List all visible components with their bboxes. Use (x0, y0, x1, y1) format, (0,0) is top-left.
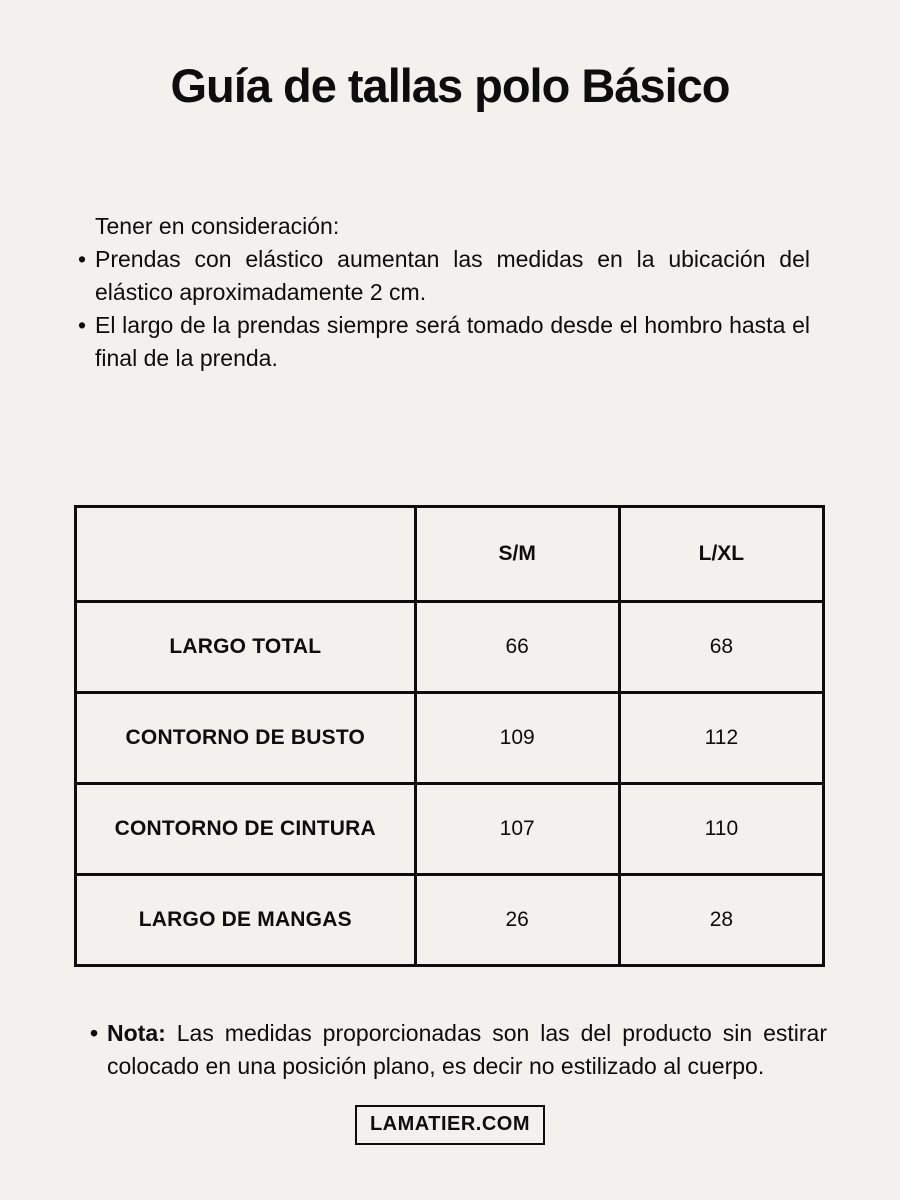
cell-value-lxl: 112 (619, 693, 823, 784)
brand-label: LAMATIER.COM (369, 1113, 531, 1136)
table-row-contorno-busto (76, 693, 824, 784)
considerations-list (78, 243, 810, 375)
cell-value-sm: 109 (415, 693, 619, 784)
table-row-largo-mangas (76, 875, 824, 966)
brand-box (355, 1105, 545, 1145)
table-row-largo-total (76, 602, 824, 693)
size-table-header-row (76, 507, 824, 602)
cell-value-sm: 26 (415, 875, 619, 966)
size-table-header-lxl: L/XL (619, 507, 823, 602)
page-title: Guía de tallas polo Básico (170, 59, 730, 112)
row-label: LARGO DE MANGAS (76, 875, 416, 966)
row-label: CONTORNO DE BUSTO (76, 693, 416, 784)
cell-value-lxl: 28 (619, 875, 823, 966)
cell-value-sm: 107 (415, 784, 619, 875)
size-table-header-measure (76, 507, 416, 602)
note-section (90, 1017, 827, 1083)
cell-value-lxl: 110 (619, 784, 823, 875)
note-text: Las medidas proporcionadas son las del producto sin estirar colocado en una posición plano, es decir no estilizado al cuerpo. (107, 1020, 827, 1080)
note-label: Nota: (107, 1020, 166, 1047)
row-label: CONTORNO DE CINTURA (76, 784, 416, 875)
cell-value-sm: 66 (415, 602, 619, 693)
consideration-item-length: • El largo de la prendas siempre será tomado desde el hombro hasta el final de la prenda. (78, 309, 810, 375)
size-table (74, 505, 825, 967)
note-item (90, 1017, 827, 1083)
considerations-heading: Tener en consideración: (95, 213, 340, 240)
size-table-header-sm: S/M (415, 507, 619, 602)
footer (0, 1105, 900, 1145)
row-label: LARGO TOTAL (76, 602, 416, 693)
consideration-item-elastic: • Prendas con elástico aumentan las medidas en la ubicación del elástico aproximadamente 2 cm. (78, 243, 810, 309)
table-row-contorno-cintura (76, 784, 824, 875)
considerations-section (78, 210, 810, 375)
cell-value-lxl: 68 (619, 602, 823, 693)
